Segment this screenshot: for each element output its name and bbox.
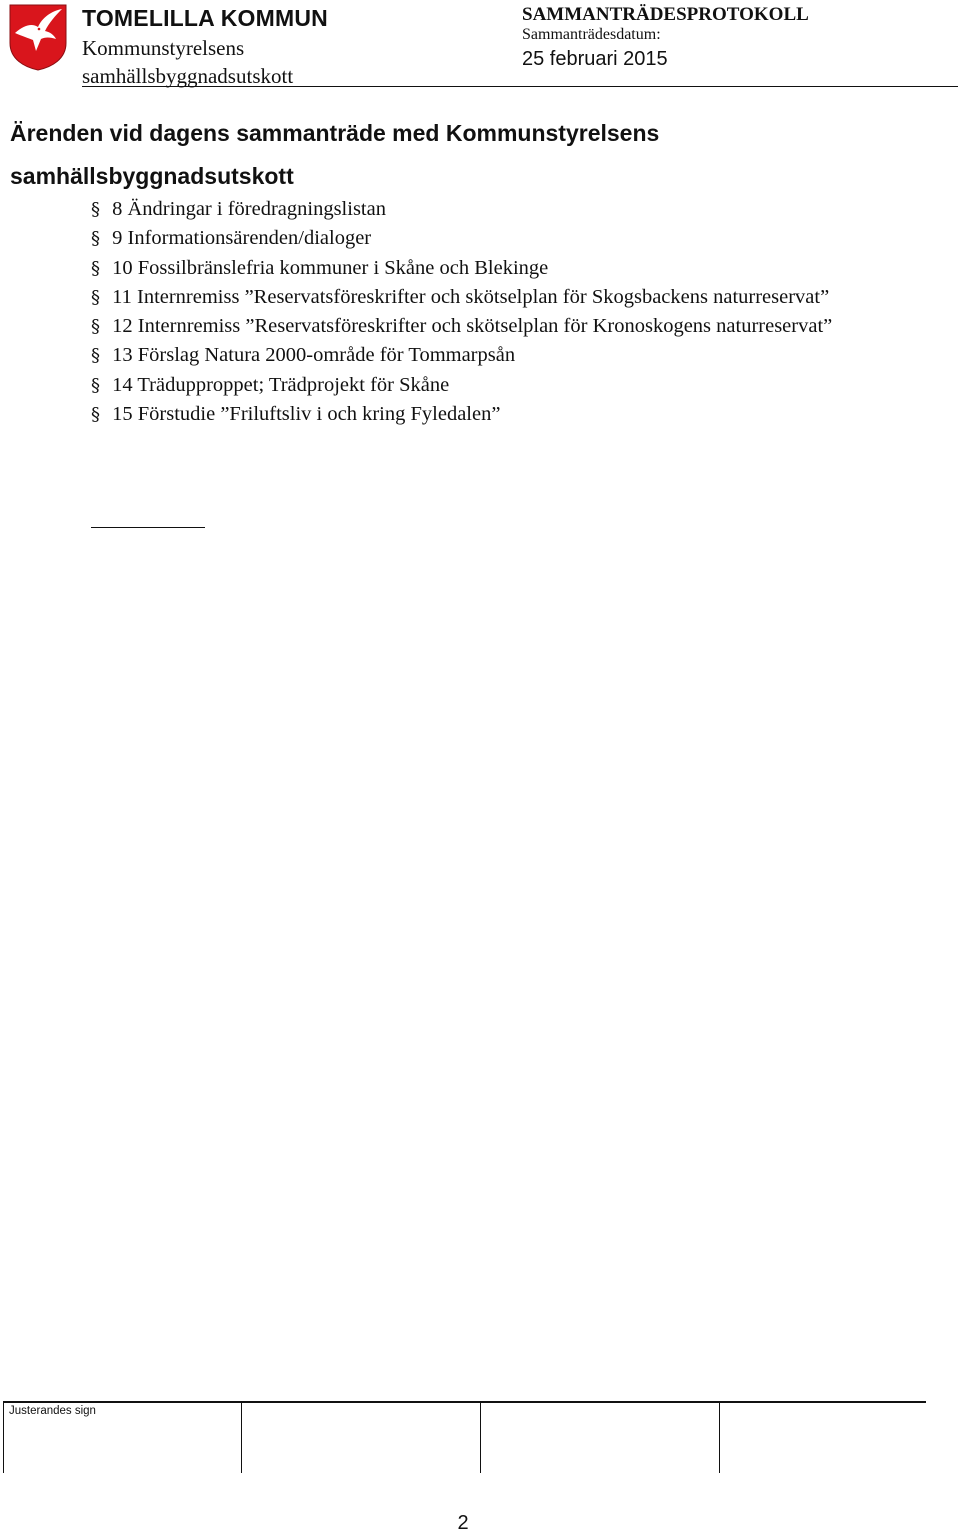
agenda-item-text: 12 Internremiss ”Reservatsföreskrifter och skötselplan för Kronoskogens naturreservat” [112,315,833,338]
end-of-list-rule [91,527,205,528]
agenda-item-text: 14 Trädupproppet; Trädprojekt för Skåne [112,373,450,396]
meeting-date-label: Sammanträdesdatum: [522,26,661,43]
signature-field[interactable] [481,1401,719,1473]
paragraph-icon: § [91,257,100,279]
committee-name-continued: samhällsbyggnadsutskott [82,64,294,88]
signature-field[interactable] [242,1401,480,1473]
agenda-item-text: 9 Informationsärenden/dialoger [112,227,372,250]
page-number: 2 [457,1512,469,1534]
signature-label: Justerandes sign [9,1405,96,1417]
agenda-list [91,195,881,429]
organization-name: TOMELILLA KOMMUN [82,5,328,31]
agenda-item [91,283,881,312]
agenda-item [91,400,881,429]
agenda-item-text: 10 Fossilbränslefria kommuner i Skåne och Blekinge [112,256,549,279]
paragraph-icon: § [91,228,100,250]
committee-name: Kommunstyrelsens [82,36,245,60]
meeting-date: 25 februari 2015 [522,48,668,70]
agenda-item-text: 11 Internremiss ”Reservatsföreskrifter och skötselplan för Skogsbackens naturreservat” [112,285,830,308]
agenda-item [91,341,881,370]
header-divider [82,86,958,87]
signature-field[interactable] [720,1401,926,1473]
agenda-item [91,254,881,283]
agenda-item [91,224,881,253]
agenda-item [91,195,881,224]
paragraph-icon: § [91,404,100,426]
agenda-item-text: 15 Förstudie ”Friluftsliv i och kring Fyledalen” [112,403,501,426]
section-heading: Ärenden vid dagens sammanträde med Kommunstyrelsens samhällsbyggnadsutskott [10,120,660,189]
agenda-item-text: 8 Ändringar i föredragningslistan [112,198,386,220]
paragraph-icon: § [91,316,100,338]
signature-box [3,1401,926,1473]
coat-of-arms-icon [8,3,68,71]
paragraph-icon: § [91,199,100,220]
paragraph-icon: § [91,345,100,367]
protocol-title: SAMMANTRÄDESPROTOKOLL [522,4,809,25]
paragraph-icon: § [91,374,100,396]
paragraph-icon: § [91,286,100,308]
document-header [0,0,960,90]
agenda-item [91,312,881,341]
agenda-item-text: 13 Förslag Natura 2000-område för Tommarpsån [112,344,516,367]
agenda-item [91,371,881,400]
